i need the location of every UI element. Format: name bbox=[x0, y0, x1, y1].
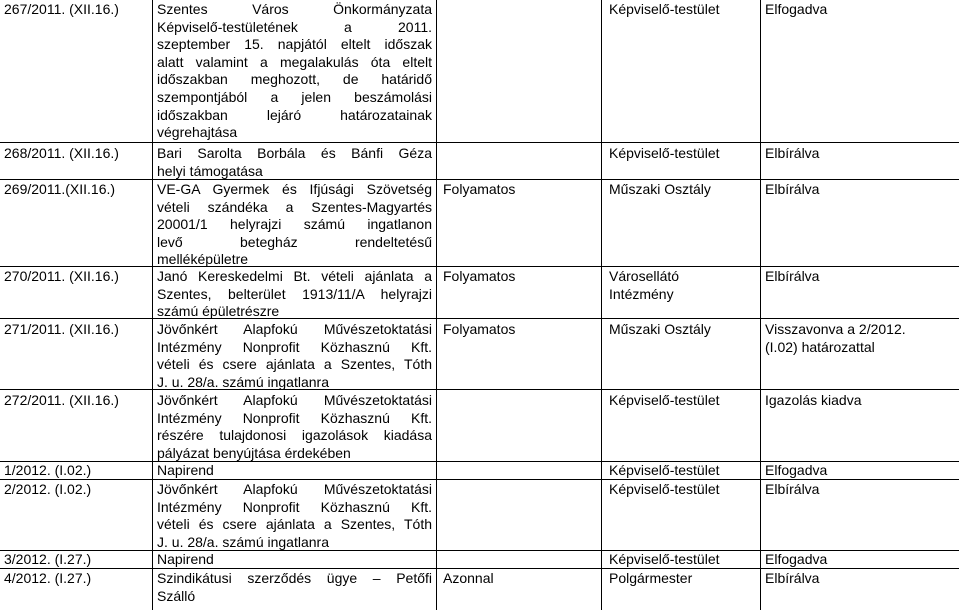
row-divider bbox=[0, 266, 959, 267]
row-divider bbox=[0, 318, 959, 319]
resolution-number: 2/2012. (I.02.) bbox=[4, 481, 92, 497]
subject-line: számú épületrészre bbox=[157, 303, 280, 320]
subject-line: helyi támogatása bbox=[157, 162, 263, 179]
subject-line: Szálló bbox=[157, 587, 196, 604]
resolution-responsible: Polgármester bbox=[609, 570, 693, 586]
resolution-subject bbox=[157, 462, 432, 480]
subject-line: Jövőnkért Alapfokú Művészetoktatási bbox=[157, 392, 432, 408]
resolution-status: Elbírálva bbox=[765, 481, 820, 497]
subject-line: végrehajtása bbox=[157, 124, 238, 141]
resolution-status: Elbírálva bbox=[765, 181, 820, 197]
resolution-number: 271/2011. (XII.16.) bbox=[4, 321, 119, 337]
resolution-subject bbox=[157, 268, 432, 321]
subject-line: Intézmény Nonprofit Közhasznú Kft. bbox=[157, 498, 432, 515]
resolution-subject bbox=[157, 181, 432, 269]
resolution-status: Visszavonva a 2/2012. (I.02) határozattal bbox=[765, 321, 906, 355]
subject-line: Szentes, belterület 1913/11/A helyrajzi bbox=[157, 285, 432, 302]
resolution-responsible: Műszaki Osztály bbox=[609, 181, 711, 197]
resolution-responsible: Képviselő-testület bbox=[609, 481, 720, 497]
subject-line: vételi szándéka a Szentes-Magyartés bbox=[157, 198, 432, 215]
column-divider bbox=[152, 0, 153, 610]
subject-line: időszakban meghozott, de határidő bbox=[157, 71, 432, 88]
column-divider bbox=[436, 0, 437, 610]
subject-line: Jövőnkért Alapfokú Művészetoktatási bbox=[157, 481, 432, 497]
resolution-number: 4/2012. (I.27.) bbox=[4, 570, 92, 586]
resolution-subject bbox=[157, 481, 432, 551]
resolution-responsible: Képviselő-testület bbox=[609, 145, 720, 161]
subject-line: szeptember 15. napjától eltelt időszak bbox=[157, 36, 432, 53]
subject-line: Képviselő-testületének a 2011. bbox=[157, 18, 432, 35]
subject-line: melléképületre bbox=[157, 251, 249, 268]
resolution-subject bbox=[157, 570, 432, 605]
column-divider bbox=[601, 0, 602, 610]
resolution-responsible: Képviselő-testület bbox=[609, 1, 720, 17]
resolution-status: Elfogadva bbox=[765, 1, 828, 17]
subject-line: Napirend bbox=[157, 551, 214, 567]
resolution-status: Elbírálva bbox=[765, 570, 820, 586]
resolution-deadline: Folyamatos bbox=[443, 268, 516, 284]
resolution-number: 272/2011. (XII.16.) bbox=[4, 392, 119, 408]
subject-line: részére tulajdonosi igazolások kiadása bbox=[157, 427, 432, 444]
resolution-status: Elbírálva bbox=[765, 145, 820, 161]
subject-line: alatt valamint a megalakulás óta eltelt bbox=[157, 53, 432, 70]
column-divider bbox=[760, 0, 761, 610]
subject-line: vételi és csere ajánlata a Szentes, Tóth bbox=[157, 516, 432, 533]
subject-line: Szindikátusi szerződés ügye – Petőfi bbox=[157, 570, 432, 586]
subject-line: időszakban lejáró határozatainak bbox=[157, 106, 432, 123]
resolution-status: Elbírálva bbox=[765, 268, 820, 284]
resolution-number: 267/2011. (XII.16.) bbox=[4, 1, 119, 17]
resolution-number: 270/2011. (XII.16.) bbox=[4, 268, 119, 284]
resolution-subject bbox=[157, 551, 432, 569]
resolution-subject bbox=[157, 1, 432, 142]
resolution-responsible: Képviselő-testület bbox=[609, 462, 720, 478]
row-divider bbox=[0, 389, 959, 390]
resolution-status: Igazolás kiadva bbox=[765, 392, 862, 408]
row-divider bbox=[0, 142, 959, 143]
resolution-subject bbox=[157, 321, 432, 391]
resolution-status: Elfogadva bbox=[765, 462, 828, 478]
resolution-status: Elfogadva bbox=[765, 551, 828, 567]
resolution-responsible: Képviselő-testület bbox=[609, 392, 720, 408]
resolution-subject bbox=[157, 145, 432, 180]
subject-line: Intézmény Nonprofit Közhasznú Kft. bbox=[157, 409, 432, 426]
resolution-subject bbox=[157, 392, 432, 462]
resolution-deadline: Azonnal bbox=[443, 570, 494, 586]
resolution-number: 1/2012. (I.02.) bbox=[4, 462, 92, 478]
subject-line: VE-GA Gyermek és Ifjúsági Szövetség bbox=[157, 181, 432, 197]
subject-line: Intézmény Nonprofit Közhasznú Kft. bbox=[157, 338, 432, 355]
subject-line: Napirend bbox=[157, 462, 214, 478]
resolution-number: 3/2012. (I.27.) bbox=[4, 551, 92, 567]
subject-line: Szentes Város Önkormányzata bbox=[157, 1, 432, 17]
subject-line: pályázat benyújtása érdekében bbox=[157, 444, 351, 461]
subject-line: vételi és csere ajánlata a Szentes, Tóth bbox=[157, 356, 432, 373]
subject-line: Jövőnkért Alapfokú Művészetoktatási bbox=[157, 321, 432, 337]
resolution-number: 269/2011.(XII.16.) bbox=[4, 181, 116, 197]
resolution-deadline: Folyamatos bbox=[443, 181, 516, 197]
resolution-responsible: Műszaki Osztály bbox=[609, 321, 711, 337]
subject-line: 20001/1 helyrajzi számú ingatlanon bbox=[157, 216, 432, 233]
row-divider bbox=[0, 179, 959, 180]
subject-line: J. u. 28/a. számú ingatlanra bbox=[157, 373, 329, 390]
resolution-number: 268/2011. (XII.16.) bbox=[4, 145, 119, 161]
subject-line: J. u. 28/a. számú ingatlanra bbox=[157, 533, 329, 550]
resolution-responsible: Városellátó Intézmény bbox=[609, 268, 680, 302]
resolution-responsible: Képviselő-testület bbox=[609, 551, 720, 567]
resolution-deadline: Folyamatos bbox=[443, 321, 516, 337]
subject-line: Janó Kereskedelmi Bt. vételi ajánlata a bbox=[157, 268, 432, 284]
subject-line: levő betegház rendeltetésű bbox=[157, 233, 432, 250]
subject-line: Bari Sarolta Borbála és Bánfi Géza bbox=[157, 145, 432, 161]
subject-line: szempontjából a jelen beszámolási bbox=[157, 88, 432, 105]
